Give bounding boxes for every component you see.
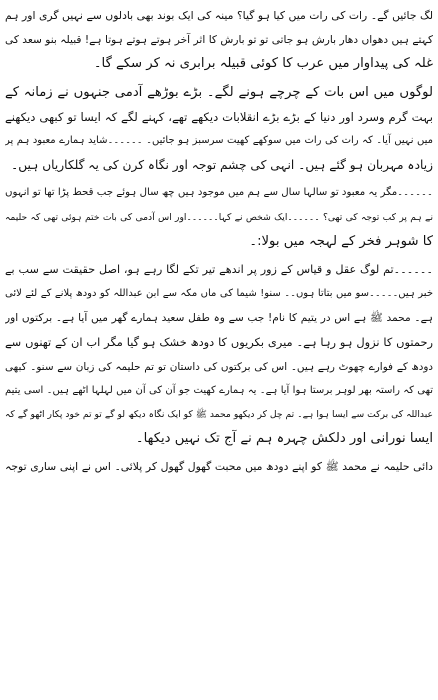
text-line: ہے۔ محمد ﷺ ہے اس در یتیم کا نام! جب سے وہ طفل سعید ہمارے گھر میں آیا ہے۔ برکتوں اور (5, 312, 433, 325)
text-line: عبداللہ کی برکت سے ایسا ہوا ہے۔ تم چل کر دیکھو محمد ﷺ کو ایک نگاہ دیکھ لو گے تو تم خود پکار اٹھو گے کہ (5, 409, 433, 420)
text-line: زیادہ مہربان ہو گئے ہیں۔ انہی کی چشم توجہ اور نگاہ کرن کی یہ گلکاریاں ہیں۔ (11, 158, 433, 173)
text-line: کا شوہر فخر کے لہجہ میں بولا:۔ (249, 233, 433, 249)
text-line: لوگوں میں اس بات کے چرچے ہونے لگے۔ بڑے بوڑھے آدمی جنہوں نے زمانہ کے (5, 84, 433, 100)
paragraph-5 (5, 455, 433, 479)
paragraph-1 (5, 4, 433, 77)
text-line: ۔۔۔۔۔۔تم لوگ عقل و قیاس کے زور پر اندھے تیر تکے لگا رہے ہو، اصل حقیقت سے سب بے (5, 262, 433, 276)
text-line: لگ جائیں گے۔ رات کی رات میں کیا ہو گیا؟ مینہ کی ایک بوند بھی بادلوں سے نہیں گری اور ہم (5, 9, 433, 22)
text-line: بہت گرم وسرد اور دنیا کے بڑے بڑے انقلابات دیکھے تھے، کہنے لگے کہ ایسا تو کبھی دیکھنے (5, 109, 433, 124)
paragraph-4 (5, 258, 433, 452)
paragraph-2 (5, 81, 433, 178)
text-line: خبر ہیں۔۔۔۔۔سو میں بتاتا ہوں۔۔ سنو! شیما کی ماں مکہ سے ابن عبداللہ کو دودھ پلانے کے لئے لائی (5, 288, 433, 300)
text-line: تھی کہ راستہ بھر لوہر برستا ہوا آیا ہے۔ یہ ہمارے کھیت جو آن کی آن میں لہلہا اٹھے ہیں۔ اسی یتیم (5, 384, 433, 396)
text-line: ۔۔۔۔۔۔مگر یہ معبود تو سالہا سال سے ہم میں موجود ہیں چھ سال ہوئے جب قحط پڑا تھا تو انہوں (5, 187, 433, 199)
paragraph-3 (5, 181, 433, 254)
text-line: غلہ کی پیداوار میں عرب کا کوئی قبیلہ برابری نہ کر سکے گا۔ (93, 56, 433, 72)
text-line: نے ہم پر کب توجہ کی تھی؟ ۔۔۔۔۔۔ایک شخص نے کہا۔۔۔۔۔۔اور اس آدمی کی بات ختم ہوئی تھی کہ حلیمہ (5, 211, 433, 223)
text-line: دودھ کے فوارے چھوٹ رہے ہیں۔ اس کی برکتوں کی داستان تو تم حلیمہ کی زبان سے سنو۔ کبھی (5, 360, 433, 373)
text-line: رحمتوں کا نزول ہو رہا ہے۔ میری بکریوں کا دودھ خشک ہو گیا مگر اب ان کے تھنوں سے (5, 335, 433, 350)
text-line: دائی حلیمہ نے محمد ﷺ کو اپنے دودھ میں محبت گھول گھول کر پلائی۔ اس نے اپنی ساری توجہ (5, 460, 433, 474)
text-line: ایسا نورانی اور دلکش چہرہ ہم نے آج تک نہیں دیکھا۔ (135, 431, 433, 447)
text-line: میں نہیں آیا۔ کہ رات کی رات میں سوکھے کھیت سرسبز ہو جائیں۔ ۔۔۔۔۔۔شاید ہمارے معبود ہم پر (5, 134, 433, 146)
text-line: کہتے ہیں دھواں دھار بارش ہو جاتی تو تو بارش کا اثر آخر ہوتے ہوتے ہوتا ہے! قبیلہ بنو سعد کی (5, 34, 433, 47)
